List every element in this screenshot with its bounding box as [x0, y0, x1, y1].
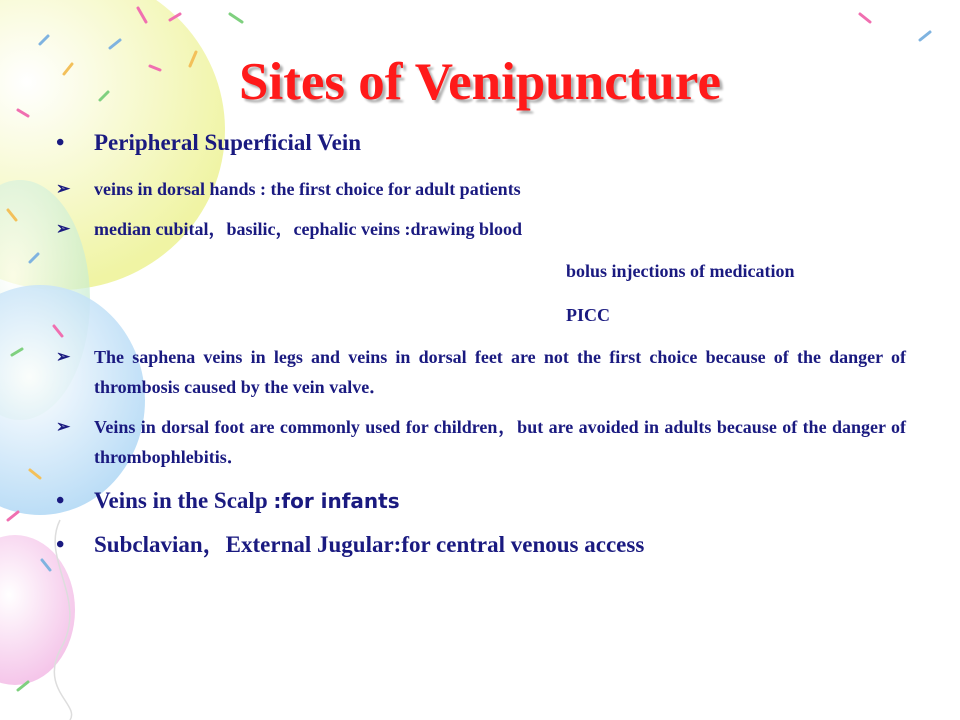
continuation-line: bolus injections of medication [566, 261, 795, 281]
arrow-item [56, 214, 906, 244]
arrow-bullet-icon: ➢ [56, 179, 71, 198]
arrow-bullet-icon: ➢ [56, 417, 71, 436]
arrow-item [56, 412, 906, 472]
arrow-item [56, 174, 906, 204]
bullet-icon: • [56, 130, 65, 156]
bullet-text: Veins in the Scalp [94, 488, 268, 513]
arrow-bullet-icon: ➢ [56, 347, 71, 366]
arrow-item-text: veins in dorsal hands : the first choice for adult patients [94, 179, 521, 199]
bullet-item [56, 530, 906, 560]
arrow-item-text: median cubital，basilic，cephalic veins :drawing blood [94, 219, 523, 239]
bullet-icon: • [56, 488, 65, 514]
bullet-text: Subclavian，External Jugular:for central venous access [94, 532, 645, 557]
slide-title: Sites of Venipuncture [239, 53, 721, 111]
bullet-item [56, 486, 906, 516]
arrow-item [56, 342, 906, 402]
continuation-line: PICC [566, 305, 610, 325]
bullet-text: Peripheral Superficial Vein [94, 130, 362, 155]
bullet-item [56, 128, 906, 158]
arrow-item-text: Veins in dorsal foot are commonly used for children，but are avoided in adults because of the danger of thrombophlebitis． [94, 417, 906, 467]
slide-content [56, 128, 906, 560]
bullet-icon: • [56, 532, 65, 558]
arrow-bullet-icon: ➢ [56, 219, 71, 238]
bullet-suffix-text: :for infants [273, 489, 400, 513]
arrow-item-text: The saphena veins in legs and veins in dorsal feet are not the first choice because of the danger of thrombosis caused by the vein valve． [94, 347, 906, 397]
